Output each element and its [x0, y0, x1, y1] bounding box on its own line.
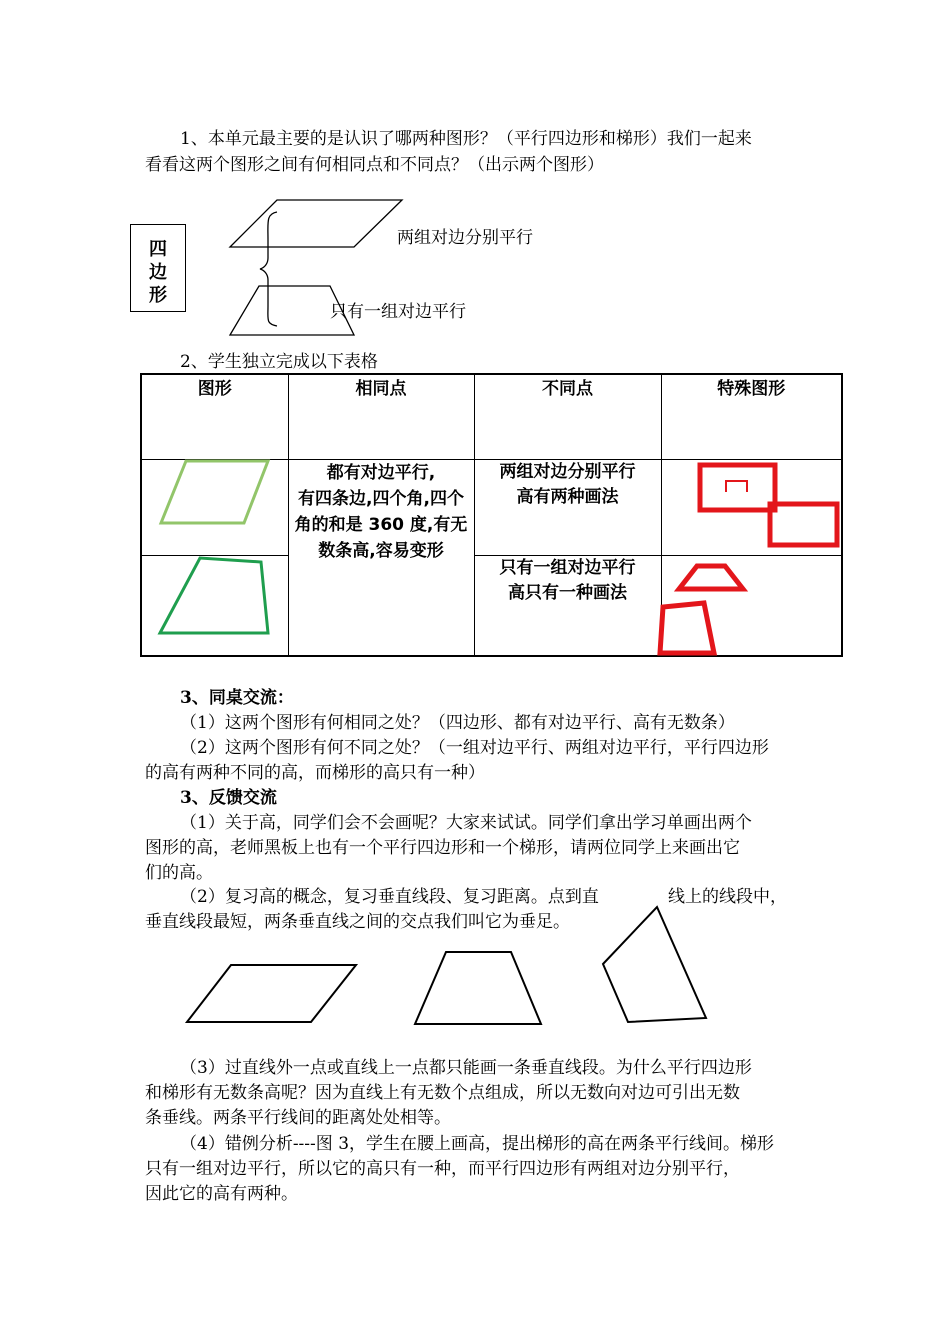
- diff-t-line-1: 只有一组对边平行: [499, 557, 636, 578]
- label-one-pair: 只有一组对边平行: [330, 302, 466, 322]
- header-shape: 图形: [141, 374, 288, 459]
- section-4-p1-line-3: 们的高。: [145, 863, 213, 883]
- box-char-3: 形: [149, 285, 167, 306]
- intro-line-1: 1、本单元最主要的是认识了哪两种图形？（平行四边形和梯形）我们一起来: [180, 129, 752, 149]
- section-3-q2-line-2: 的高有两种不同的高，而梯形的高只有一种）: [145, 763, 485, 783]
- same-line-4: 数条高,容易变形: [318, 540, 444, 561]
- section-4-p4-line-2: 只有一组对边平行，所以它的高只有一种，而平行四边形有两组对边分别平行，: [145, 1159, 740, 1179]
- figure-trapezoid: [415, 952, 541, 1024]
- same-line-1: 都有对边平行,: [326, 462, 436, 483]
- section-3-q1: （1）这两个图形有何相同之处？（四边形、都有对边平行、高有无数条）: [180, 713, 735, 733]
- section-4-p3-line-2: 和梯形有无数条高呢？因为直线上有无数个点组成，所以无数向对边可引出无数: [145, 1083, 740, 1103]
- diff-p-line-2: 高有两种画法: [516, 486, 619, 507]
- figure-quadrilateral: [603, 907, 706, 1022]
- section-4-p2-line-1b: 线上的线段中，: [668, 887, 787, 907]
- section-3-q2-line-1: （2）这两个图形有何不同之处？（一组对边平行、两组对边平行，平行四边形: [180, 738, 769, 758]
- section-4-p3-line-3: 条垂线。两条平行线间的距离处处相等。: [145, 1108, 451, 1128]
- section-4-p3-line-1: （3）过直线外一点或直线上一点都只能画一条垂直线段。为什么平行四边形: [180, 1058, 752, 1078]
- diff-p-line-1: 两组对边分别平行: [499, 461, 636, 482]
- figure-parallelogram: [187, 965, 356, 1022]
- header-special: 特殊图形: [661, 374, 842, 459]
- same-line-2: 有四条边,四个角,四个: [298, 488, 464, 509]
- section-4-p4-line-1: （4）错例分析----图 3，学生在腰上画高，提出梯形的高在两条平行线间。梯形: [180, 1134, 775, 1154]
- section-4-p4-line-3: 因此它的高有两种。: [145, 1184, 298, 1204]
- box-char-2: 边: [149, 262, 167, 283]
- header-same: 相同点: [288, 374, 474, 459]
- label-two-pairs: 两组对边分别平行: [397, 228, 533, 248]
- section-2-title: 2、学生独立完成以下表格: [180, 352, 378, 372]
- same-line-3: 角的和是 360 度,有无: [294, 514, 468, 535]
- section-4-title: 3、反馈交流: [180, 788, 277, 808]
- header-diff: 不同点: [474, 374, 661, 459]
- section-4-p2-line-2: 垂直线段最短，两条垂直线之间的交点我们叫它为垂足。: [145, 912, 570, 932]
- section-4-p2-line-1a: （2）复习高的概念，复习垂直线段、复习距离。点到直: [180, 887, 599, 907]
- section-3-title: 3、同桌交流：: [180, 688, 294, 708]
- section-4-p1-line-2: 图形的高，老师黑板上也有一个平行四边形和一个梯形，请两位同学上来画出它: [145, 838, 740, 858]
- intro-line-2: 看看这两个图形之间有何相同点和不同点？（出示两个图形）: [145, 155, 604, 175]
- diff-t-line-2: 高只有一种画法: [508, 582, 627, 603]
- box-char-1: 四: [149, 239, 167, 260]
- section-4-p1-line-1: （1）关于高，同学们会不会画呢？大家来试试。同学们拿出学习单画出两个: [180, 813, 752, 833]
